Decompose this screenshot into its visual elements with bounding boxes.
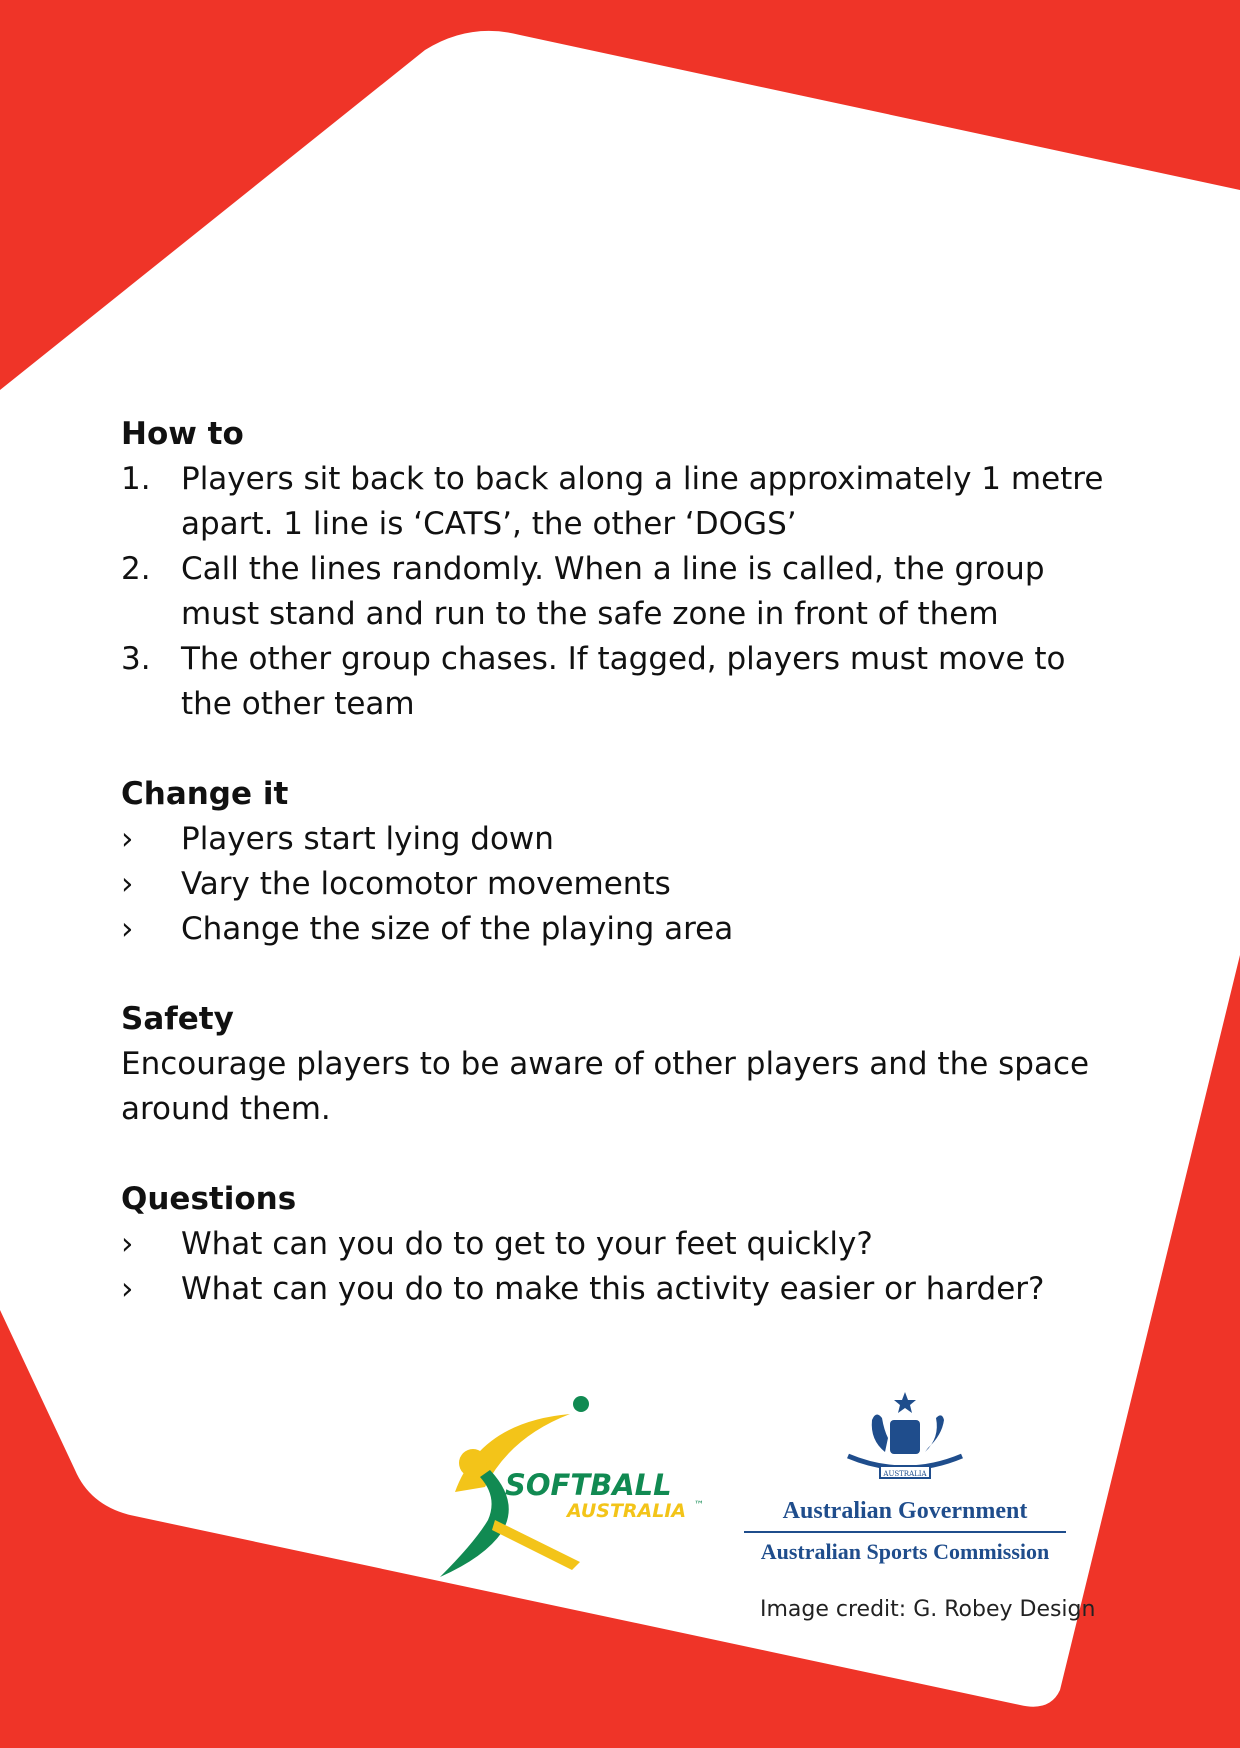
safety-text: Encourage players to be aware of other players and the space around them. xyxy=(121,1046,1090,1127)
safety-heading: Safety xyxy=(121,1001,234,1037)
list-marker: › xyxy=(121,1271,134,1307)
gov-name: Australian Government xyxy=(782,1498,1028,1524)
questions-heading: Questions xyxy=(121,1181,297,1217)
change-it-heading: Change it xyxy=(121,776,289,812)
ball-dot xyxy=(573,1396,589,1412)
list-item-text: Players sit back to back along a line approximately 1 metre apart. 1 line is ‘CATS’, the other ‘DOGS’ xyxy=(181,461,1104,542)
list-marker: › xyxy=(121,1226,134,1262)
list-marker: › xyxy=(121,911,134,947)
list-marker: › xyxy=(121,866,134,902)
safety-section xyxy=(121,997,1121,1132)
crest-star xyxy=(894,1392,916,1413)
list-item-text: What can you do to get to your feet quickly? xyxy=(181,1226,873,1262)
activity-content xyxy=(121,412,1121,1357)
gov-divider xyxy=(744,1531,1066,1533)
list-marker: 2. xyxy=(121,551,151,587)
list-item xyxy=(121,907,1121,952)
crest-kangaroo xyxy=(872,1414,888,1452)
list-item xyxy=(121,547,1121,637)
how-to-list xyxy=(121,457,1121,727)
questions-section xyxy=(121,1177,1121,1312)
list-item-text: Players start lying down xyxy=(181,821,554,857)
crest-shield xyxy=(890,1420,920,1454)
list-item-text: Change the size of the playing area xyxy=(181,911,734,947)
australian-government-logo xyxy=(740,1390,1070,1565)
list-marker: › xyxy=(121,821,134,857)
how-to-heading: How to xyxy=(121,416,244,452)
coat-of-arms-icon xyxy=(830,1390,980,1490)
list-marker: 1. xyxy=(121,461,151,497)
logo-word-softball: SOFTBALL xyxy=(505,1468,672,1502)
list-item-text: What can you do to make this activity easier or harder? xyxy=(181,1271,1045,1307)
list-item xyxy=(121,637,1121,727)
crest-emu xyxy=(925,1415,944,1452)
player-head xyxy=(459,1449,487,1477)
player-leg-gold xyxy=(492,1520,580,1570)
crest-scroll-text: AUSTRALIA xyxy=(883,1470,927,1478)
list-marker: 3. xyxy=(121,641,151,677)
list-item xyxy=(121,1267,1121,1312)
how-to-section xyxy=(121,412,1121,727)
list-item-text: The other group chases. If tagged, players must move to the other team xyxy=(181,641,1066,722)
logo-trademark: ™ xyxy=(694,1500,704,1511)
softball-australia-logo xyxy=(440,1392,710,1582)
list-item xyxy=(121,1222,1121,1267)
gov-agency: Australian Sports Commission xyxy=(760,1539,1050,1564)
list-item-text: Call the lines randomly. When a line is called, the group must stand and run to the safe zone in front of them xyxy=(181,551,1045,632)
list-item xyxy=(121,817,1121,862)
logo-word-australia: AUSTRALIA xyxy=(567,1500,687,1522)
list-item xyxy=(121,862,1121,907)
change-it-list xyxy=(121,817,1121,952)
questions-list xyxy=(121,1222,1121,1312)
image-credit: Image credit: G. Robey Design xyxy=(760,1597,1096,1622)
change-it-section xyxy=(121,772,1121,952)
list-item xyxy=(121,457,1121,547)
list-item-text: Vary the locomotor movements xyxy=(181,866,671,902)
